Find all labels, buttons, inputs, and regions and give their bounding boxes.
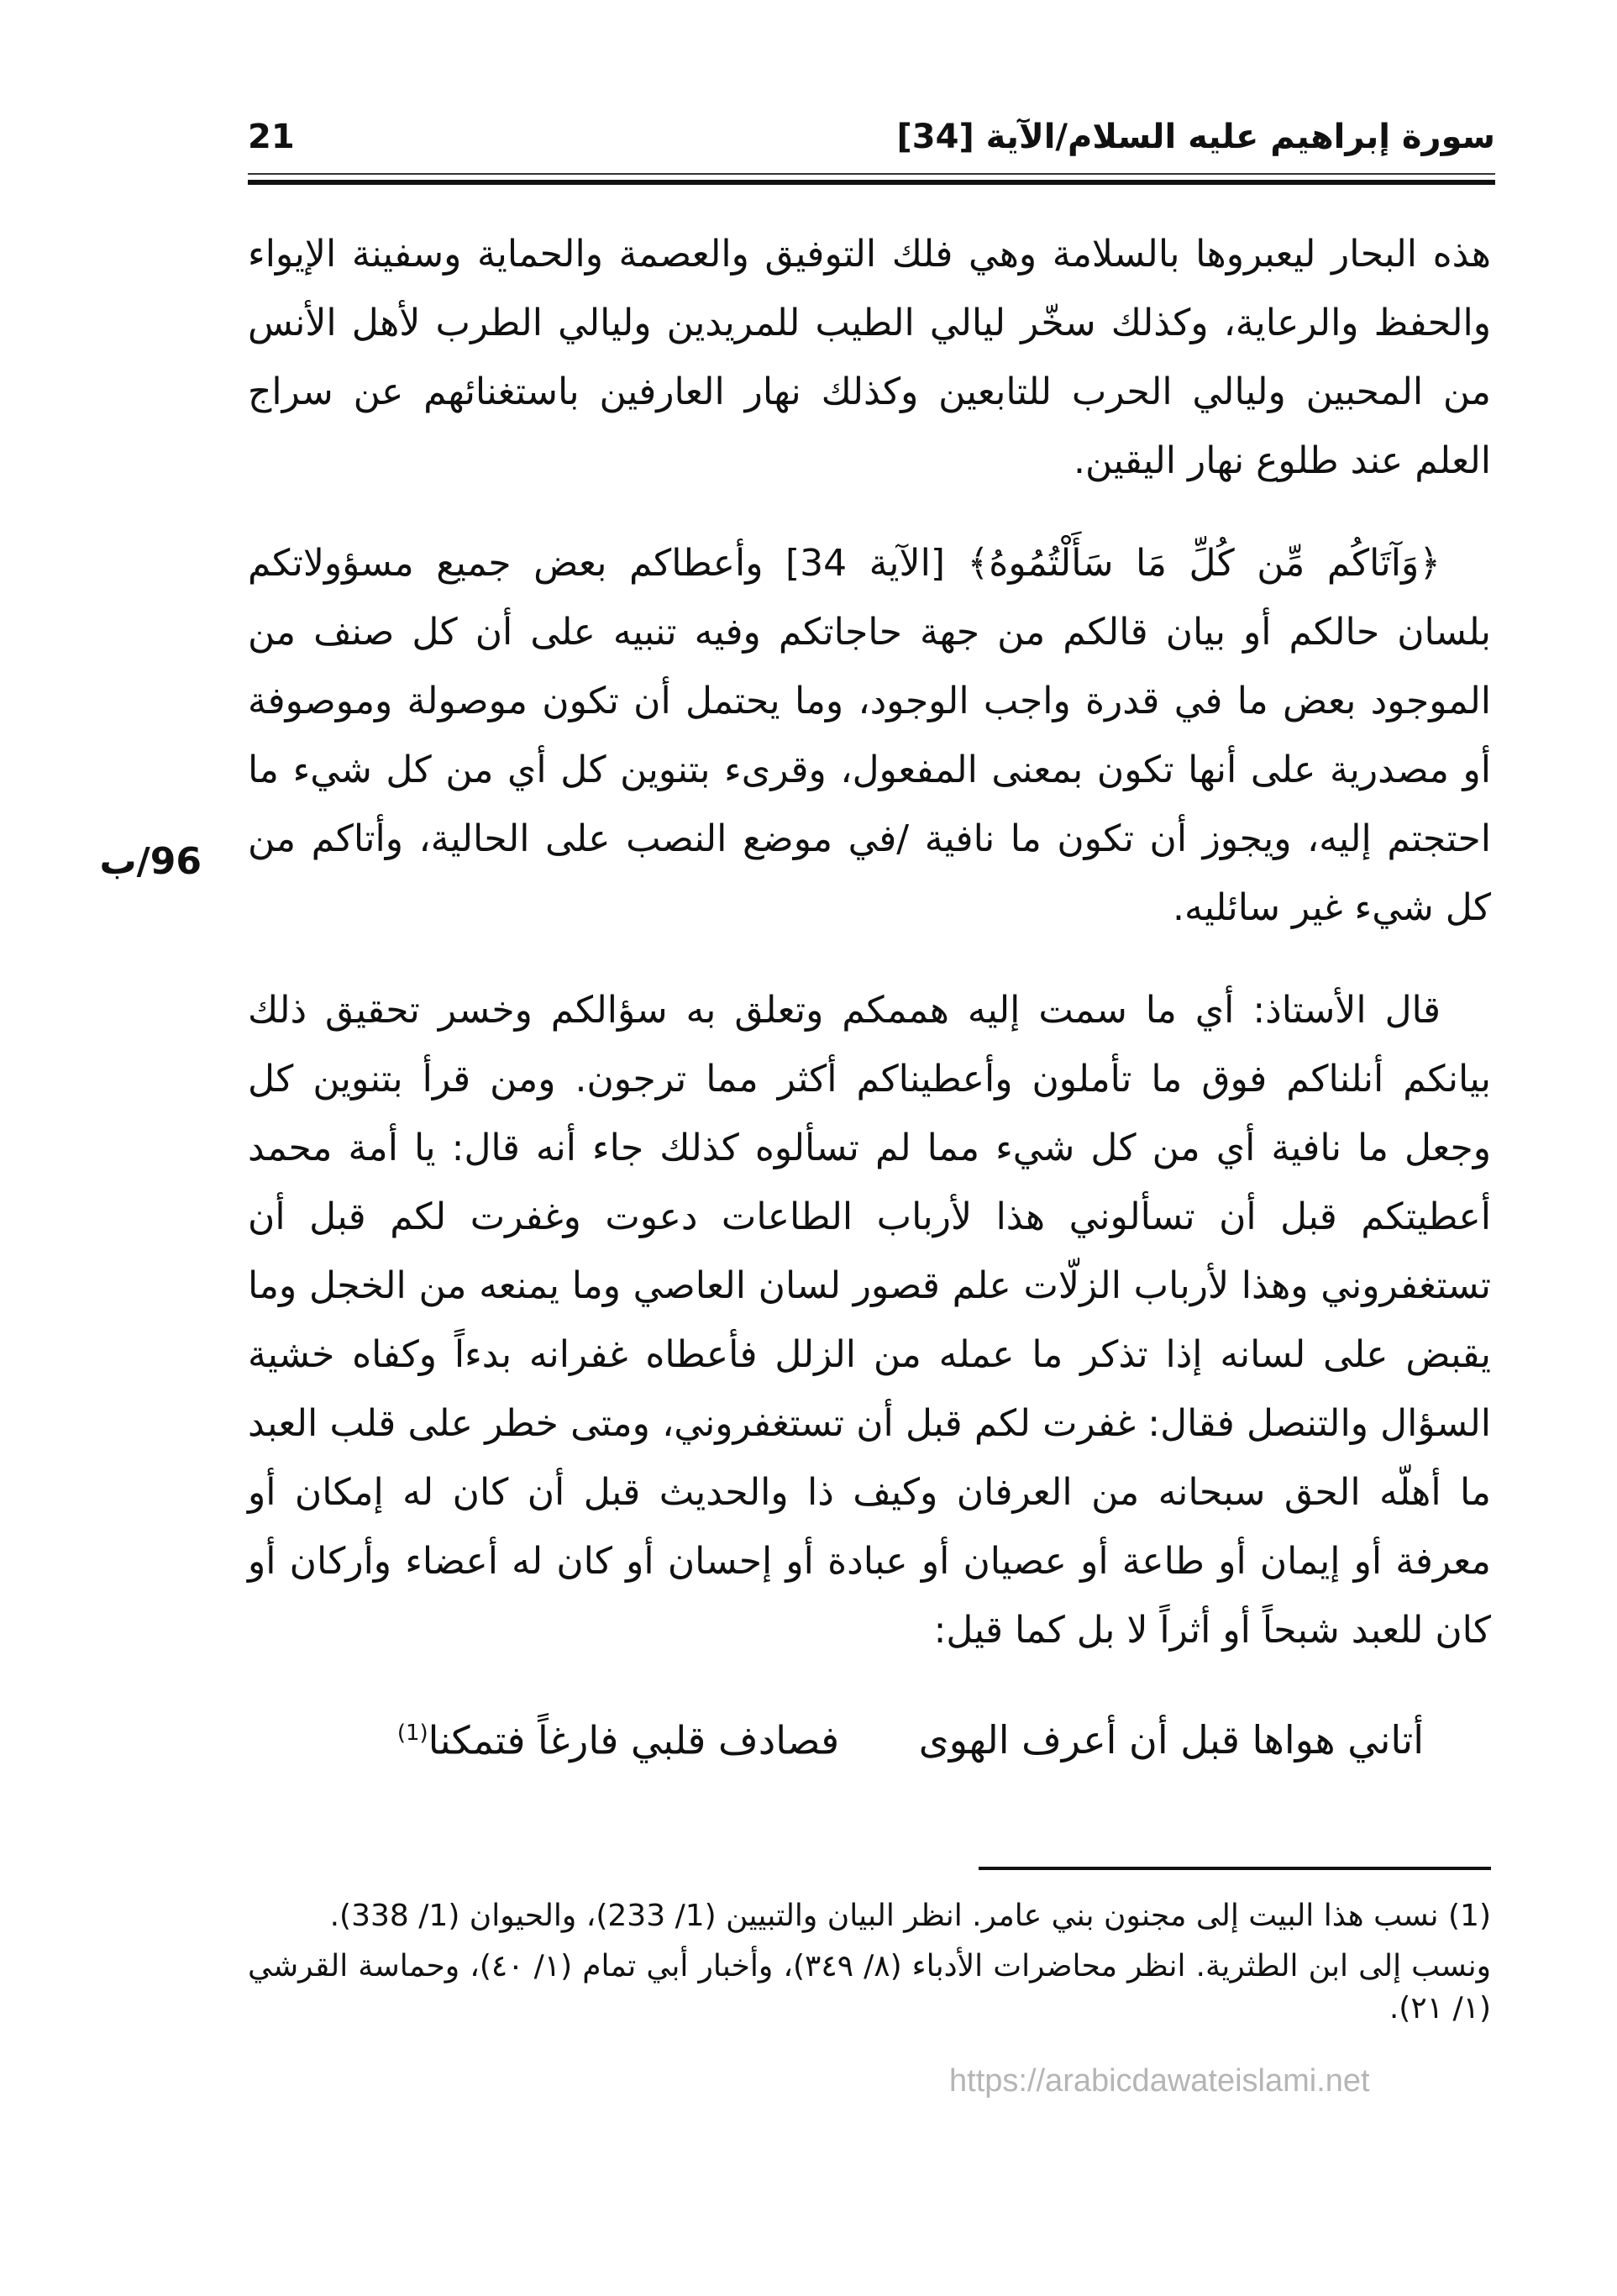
- verse-first-hemistich: أتاني هواها قبل أن أعرف الهوى: [918, 1717, 1424, 1763]
- footnote-line: ٤٠)، وحماسة القرشي (١/ ٢١).: [248, 1949, 1491, 2026]
- text-line: أن تستغفروني وهذا لأرباب الزلّات علم قصور لسان العاصي وما يمنعه من: [248, 1195, 1491, 1307]
- page-body: [248, 220, 1491, 2099]
- paragraph-2: [248, 529, 1491, 943]
- page-number: 21: [248, 118, 295, 156]
- text-line: مسؤولاتكم بلسان حالكم أو بيان قالكم من جهة حاجاتكم وفيه تنبيه على أن كل: [248, 542, 1492, 654]
- footnote-line: ونسب إلى ابن الطثرية. انظر محاضرات الأدباء (٨/ ٣٤٩)، وأخبار أبي تمام (١/: [533, 1949, 1491, 1984]
- header-rule-thick: [248, 180, 1495, 185]
- text-line: لأهل الأنس من المحبين وليالي الحرب للتابعين وكذلك نهار العارفين: [248, 302, 1491, 413]
- text-line: أعضاء وأركان أو كان للعبد شبحاً أو أثراً لا بل كما قيل:: [248, 1540, 1491, 1652]
- running-header: [248, 118, 1495, 168]
- watermark-url: https://arabicdawateislami.net: [949, 2063, 1370, 2099]
- header-rule-thin: [248, 173, 1495, 175]
- footnotes: [248, 1867, 1491, 2030]
- footnote-line: 338).: [329, 1899, 409, 1934]
- text-line: الخجل وما يقبض على لسانه إذا تذكر ما عمله من الزلل فأعطاه غفرانه بدءاً: [248, 1264, 1492, 1376]
- text-line: له إمكان أو معرفة أو إيمان أو طاعة أو عصيان أو عبادة أو إحسان أو كان له: [248, 1471, 1492, 1583]
- text-line: هذه البحار ليعبروها بالسلامة وهي فلك التوفيق والعصمة والحماية وسفينة: [351, 233, 1491, 276]
- text-line: باستغنائهم عن سراج العلم عند طلوع نهار اليقين.: [248, 370, 1491, 482]
- footnote-separator: [979, 1867, 1491, 1870]
- text-line: ذلك بيانكم أنلناكم فوق ما تأملون وأعطيناكم أكثر مما ترجون. ومن قرأ بتنوين: [248, 989, 1491, 1101]
- text-line: أي من كل شيء ما احتجتم إليه، ويجوز أن تكون ما نافية /في موضع النصب: [248, 749, 1491, 860]
- paragraph-3: [248, 976, 1491, 1665]
- header-title: سورة إبراهيم عليه السلام/الآية [34]: [896, 118, 1495, 156]
- footnote-1: [248, 1895, 1491, 1937]
- text-line: صنف من الموجود بعض ما في قدرة واجب الوجود، وما يحتمل أن تكون: [248, 611, 1491, 722]
- text-line: وكفاه خشية السؤال والتنصل فقال: غفرت لكم قبل أن تستغفروني، ومتى خطر: [248, 1333, 1491, 1445]
- text-line: الإيواء والحفظ والرعاية، وكذلك سخّر ليالي الطيب للمريدين وليالي الطرب: [248, 233, 1491, 344]
- text-line: موصولة وموصوفة أو مصدرية على أنها تكون بمعنى المفعول، وقرىء بتنوين كل: [248, 680, 1491, 791]
- footnote-line: (1) نسب هذا البيت إلى مجنون بني عامر. انظر البيان والتبيين (1/ 233)، والحيوان (1/: [418, 1899, 1491, 1934]
- text-line: قال الأستاذ: أي ما سمت إليه هممكم وتعلق به سؤالكم وخسر تحقيق: [325, 989, 1441, 1032]
- footnote-ref: (1): [396, 1721, 428, 1746]
- text-line: على الحالية، وأتاكم من كل شيء غير سائليه.: [248, 817, 1491, 929]
- text-line: ﴿وَآتَاكُم مِّن كُلِّ مَا سَأَلْتُمُوهُ﴾ [الآية 34] وأعطاكم بعض جميع: [436, 542, 1441, 585]
- poetry-verse: [248, 1699, 1491, 1774]
- text-line: على قلب العبد ما أهلّه الحق سبحانه من العرفان وكيف ذا والحديث قبل أن كان: [248, 1402, 1491, 1514]
- footnote-1-continued: [248, 1946, 1491, 2030]
- manuscript-folio-note: 96/ب: [99, 840, 202, 883]
- text-line: محمد أعطيتكم قبل أن تسألوني هذا لأرباب الطاعات دعوت وغفرت لكم قبل: [248, 1127, 1491, 1238]
- paragraph-1: [248, 220, 1491, 496]
- verse-second-hemistich: فصادف قلبي فارغاً فتمكنا: [428, 1717, 840, 1763]
- text-line: كل وجعل ما نافية أي من كل شيء مما لم تسألوه كذلك جاء أنه قال: يا أمة: [248, 1058, 1491, 1169]
